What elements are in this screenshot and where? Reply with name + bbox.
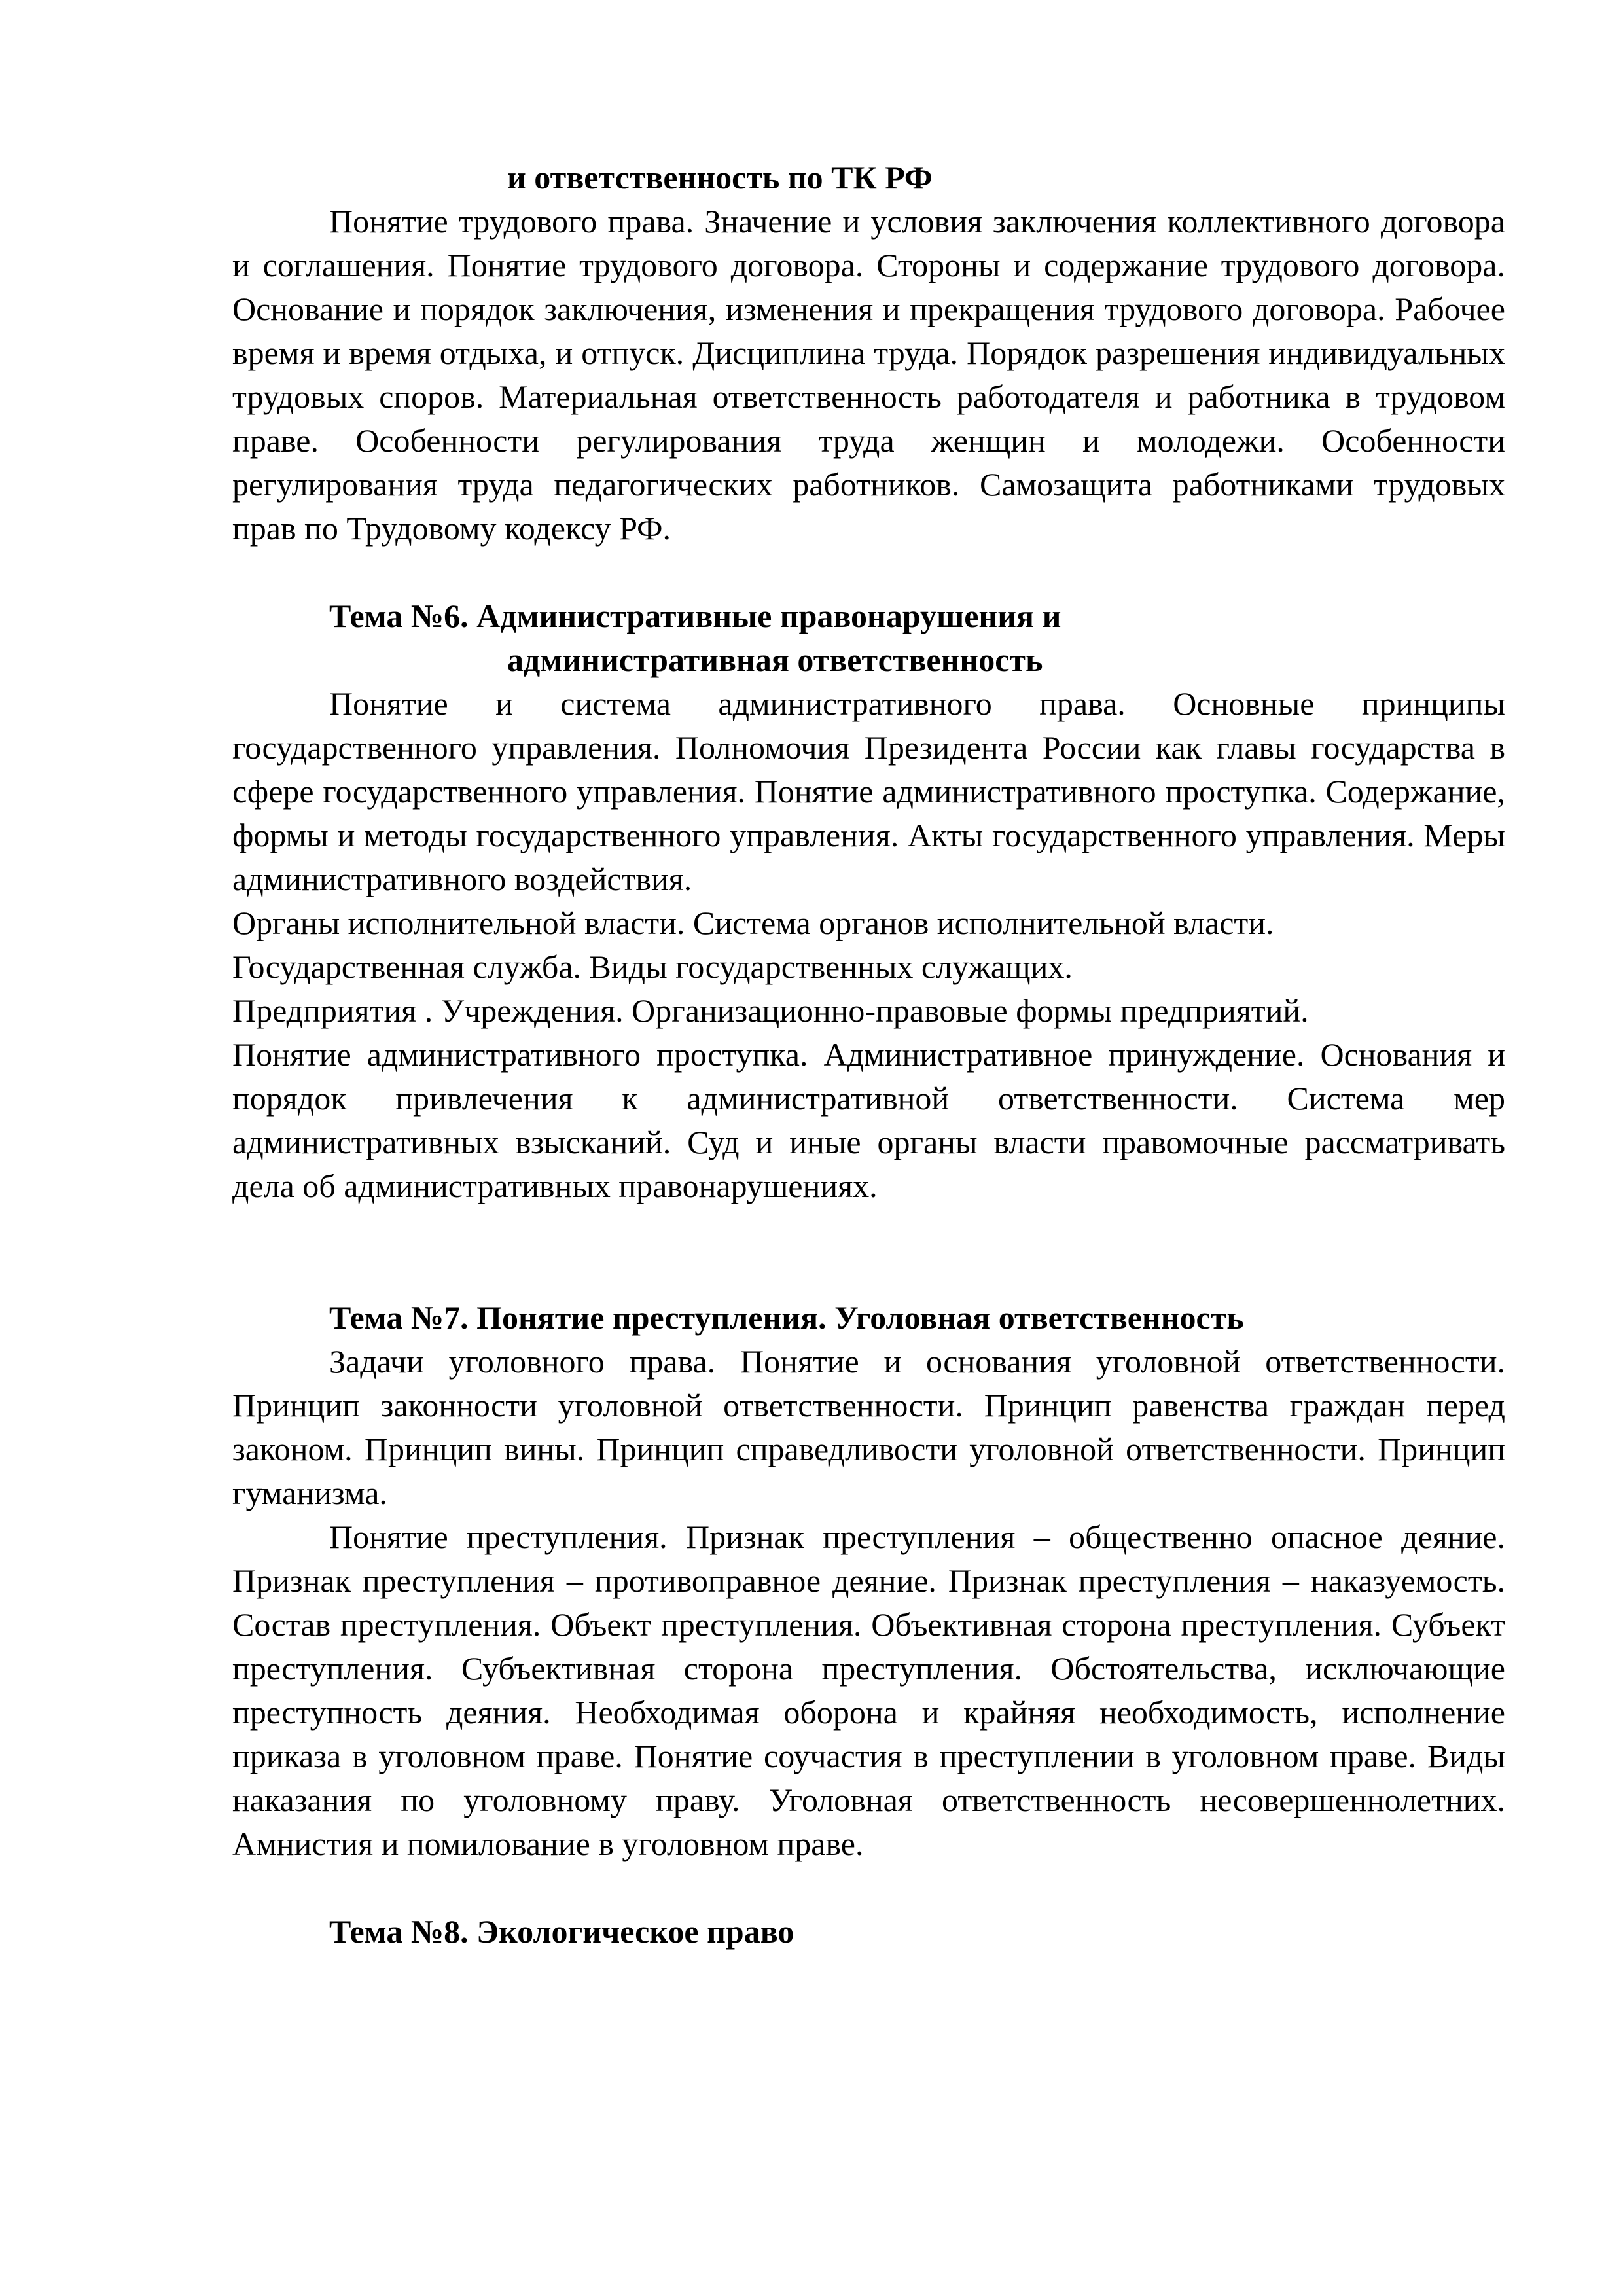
section7-paragraph-1: Задачи уголовного права. Понятие и основания уголовной ответственности. Принцип законности уголовной ответственности. Принцип равенства граждан перед законом. Принцип вины. Принцип справедливости уголовной ответственности. Принцип гуманизма. [232, 1343, 1505, 1511]
spacer [232, 1208, 1505, 1296]
section6-line-organs: Органы исполнительной власти. Система органов исполнительной власти. [232, 905, 1274, 941]
spacer [232, 550, 1505, 594]
section6-paragraph-1: Понятие и система административного права. Основные принципы государственного управления. Полномочия Президента России как главы государства в сфере государственного управления. Понятие административного проступка. Содержание, формы и методы государственного управления. Акты государственного управления. Меры административного воздействия. [232, 685, 1505, 897]
section6-paragraph-2: Понятие административного проступка. Административное принуждение. Основания и порядок привлечения к административной ответственности. Система мер административных взысканий. Суд и иные органы власти правомочные рассматривать дела об административных правонарушениях. [232, 1036, 1505, 1204]
spacer [232, 1866, 1505, 1910]
section6-line-enterprises: Предприятия . Учреждения. Организационно-правовые формы предприятий. [232, 992, 1309, 1029]
section6-heading-line2: административная ответственность [507, 641, 1043, 678]
section6-line-service: Государственная служба. Виды государственных служащих. [232, 948, 1073, 985]
section5-body: Понятие трудового права. Значение и условия заключения коллективного договора и соглашения. Понятие трудового договора. Стороны и содержание трудового договора. Основание и порядок заключения, изменения и прекращения трудового договора. Рабочее время и время отдыха, и отпуск. Дисциплина труда. Порядок разрешения индивидуальных трудовых споров. Материальная ответственность работодателя и работника в трудовом праве. Особенности регулирования труда женщин и молодежи. Особенности регулирования труда педагогических работников. Самозащита работниками трудовых прав по Трудовому кодексу РФ. [232, 203, 1505, 547]
section5-heading-tail: и ответственность по ТК РФ [507, 159, 933, 196]
section8-heading: Тема №8. Экологическое право [329, 1913, 794, 1950]
section6-heading-line1: Тема №6. Административные правонарушения и [329, 598, 1061, 634]
document-page [232, 156, 1505, 1954]
section7-paragraph-2: Понятие преступления. Признак преступления – общественно опасное деяние. Признак преступления – противоправное деяние. Признак преступления – наказуемость. Состав преступления. Объект преступления. Объективная сторона преступления. Субъект преступления. Субъективная сторона преступления. Обстоятельства, исключающие преступность деяния. Необходимая оборона и крайняя необходимость, исполнение приказа в уголовном праве. Понятие соучастия в преступлении в уголовном праве. Виды наказания по уголовному праву. Уголовная ответственность несовершеннолетних. Амнистия и помилование в уголовном праве. [232, 1518, 1505, 1862]
section7-heading: Тема №7. Понятие преступления. Уголовная ответственность [329, 1299, 1244, 1336]
